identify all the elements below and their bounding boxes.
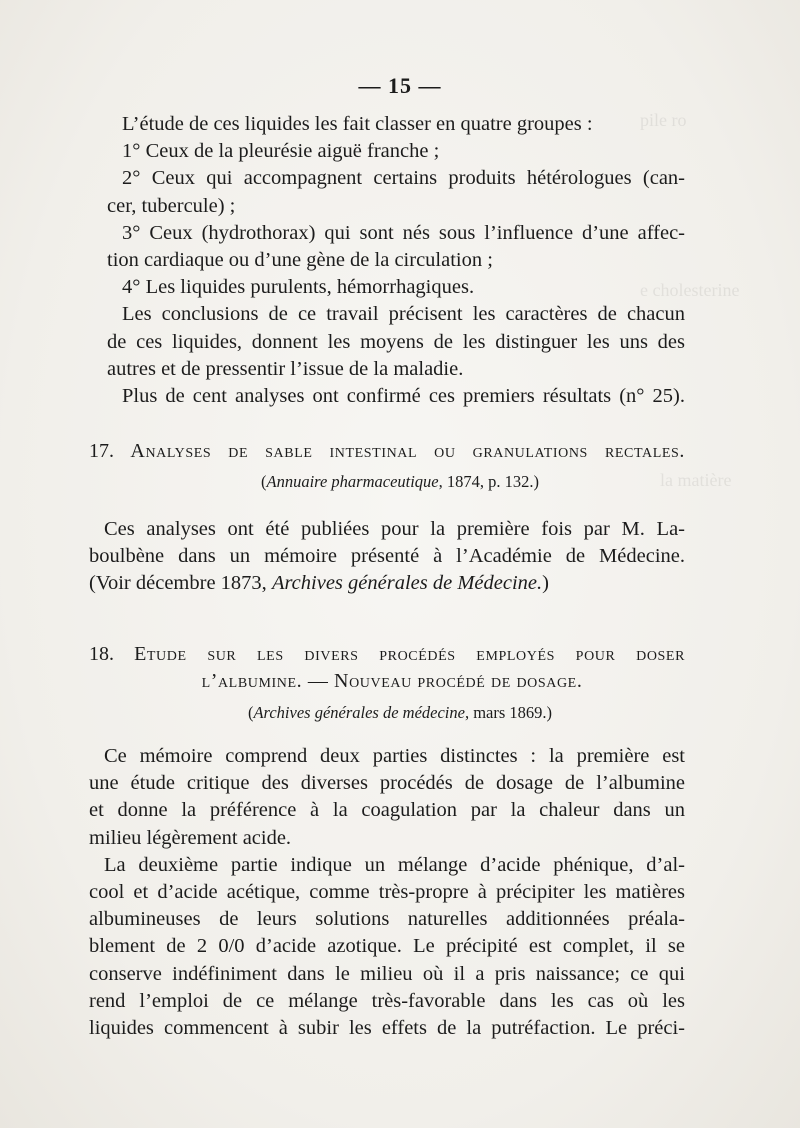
section-17-heading [89,438,685,465]
text-line: milieu légèrement acide. [89,826,292,849]
text-line: boulbène dans un mémoire présenté à l’Académie de Médecine. [89,545,685,568]
section-title-continued: l’albumine. — Nouveau procédé de dosage. [201,670,583,693]
text-line: 1° Ceux de la pleurésie aiguë franche ; [122,140,440,163]
text-line: (Voir décembre 1873, Archives générales de Médecine.) [89,572,549,595]
text-line: tion cardiaque ou d’une gène de la circulation ; [107,249,493,272]
section-18-body [89,743,685,1042]
section-18-heading [89,641,685,695]
journal-title: Annuaire pharmaceutique [266,472,439,491]
bleed-through-texture: pile ro [640,110,687,130]
journal-title: Archives générales de Médecine. [271,572,543,595]
section-title: Etude sur les divers procédés employés pour doser [134,643,686,665]
text-line: liquides commencent à subir les effets de la putréfaction. Le préci- [89,1017,685,1040]
section-18-reference: (Archives générales de médecine, mars 1869.) [247,703,553,722]
page-number: — 15 — [358,73,442,98]
text-line: Ce mémoire comprend deux parties distinctes : la première est [104,745,685,767]
text-line: rend l’emploi de ce mélange très-favorable dans les cas où les [89,989,685,1012]
text-line: une étude critique des diverses procédés de dosage de l’albumine [89,772,685,795]
section-17-reference: (Annuaire pharmaceutique, 1874, p. 132.) [260,472,540,491]
section-title: Analyses de sable intestinal ou granulations rectales. [130,440,685,462]
text-line: 4° Les liquides purulents, hémorrhagiques. [122,276,475,299]
text-line: cer, tubercule) ; [107,194,236,217]
text-line: albumineuses de leurs solutions naturelles additionnées préala- [89,908,685,931]
text-line: Ces analyses ont été publiées pour la première fois par M. La- [104,518,685,540]
text-line: Plus de cent analyses ont confirmé ces premiers résultats (n° 25). [122,385,685,408]
text-line: de ces liquides, donnent les moyens de les distinguer les uns des [107,330,685,353]
journal-title: Archives générales de médecine [253,703,465,722]
text-line: et donne la préférence à la coagulation par la chaleur dans un [89,799,685,822]
text-line: blement de 2 0/0 d’acide azotique. Le précipité est complet, il se [89,935,685,958]
text-line: conserve indéfiniment dans le milieu où il a pris naissance; ce qui [89,962,685,985]
text-line: L’étude de ces liquides les fait classer en quatre groupes : [122,113,593,135]
text-line: cool et d’acide acétique, comme très-propre à précipiter les matières [89,881,685,904]
bleed-through-texture: e cholesterine [640,280,740,300]
text-line: Les conclusions de ce travail précisent les caractères de chacun [122,303,685,326]
bleed-through-texture: la matière [660,470,732,490]
intro-paragraph [107,111,685,410]
text-line: autres et de pressentir l’issue de la maladie. [107,357,464,380]
section-number: 18. [89,643,114,665]
text-line: 2° Ceux qui accompagnent certains produits hétérologues (can- [122,167,685,190]
section-number: 17. [89,440,114,462]
section-17-body [89,516,685,598]
text-line: 3° Ceux (hydrothorax) qui sont nés sous l’influence d’une affec- [122,221,685,244]
text-line: La deuxième partie indique un mélange d’acide phénique, d’al- [104,853,685,876]
